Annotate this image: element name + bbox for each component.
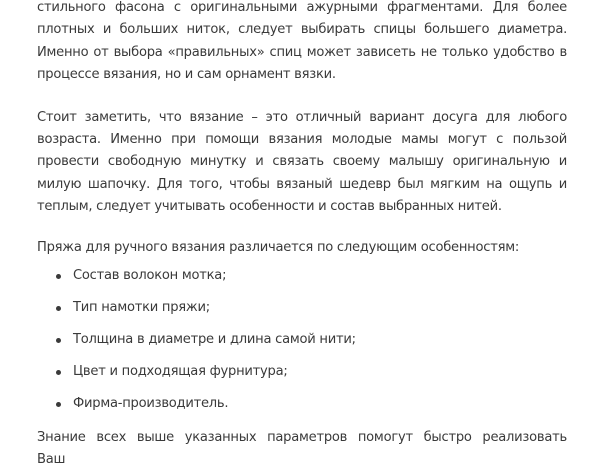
paragraph-knitting-leisure: Стоит заметить, что вязание – это отличный вариант досуга для любого возраста. Именно при помощи вязания молодые мамы могут с пользой провести свободную минутку и связать своему малышу оригинальную и милую шапочку. Для того, чтобы вязаный шедевр был мягким на ощупь и теплым, следует учитывать особенности и состав выбранных нитей.: [37, 109, 567, 215]
yarn-features-list: [37, 265, 567, 425]
list-item: [37, 265, 567, 297]
list-item: [37, 297, 567, 329]
list-item: [37, 361, 567, 393]
list-item-text: Цвет и подходящая фурнитура;: [73, 364, 288, 380]
list-item-text: Толщина в диаметре и длина самой нити;: [73, 332, 356, 348]
list-item: [37, 329, 567, 361]
paragraph-closing: Знание всех выше указанных параметров помогут быстро реализовать Ваш: [37, 430, 567, 468]
list-item-text: Тип намотки пряжи;: [73, 300, 210, 316]
bullet-icon: [56, 274, 61, 279]
paragraph-needles: стильного фасона с оригинальными ажурными фрагментами. Для более плотных и больших ниток, следует выбирать спицы большего диаметра. Именно от выбора «правильных» спиц может зависеть не только удобство в процессе вязания, но и сам орнамент вязки.: [37, 0, 567, 83]
bullet-icon: [56, 402, 61, 407]
list-item: [37, 393, 567, 425]
bullet-icon: [56, 338, 61, 343]
list-item-text: Состав волокон мотка;: [73, 268, 227, 284]
bullet-icon: [56, 306, 61, 311]
list-item-text: Фирма-производитель.: [73, 396, 229, 412]
paragraph-yarn-intro: Пряжа для ручного вязания различается по следующим особенностям:: [37, 239, 519, 255]
article-body: [37, 0, 567, 472]
bullet-icon: [56, 370, 61, 375]
